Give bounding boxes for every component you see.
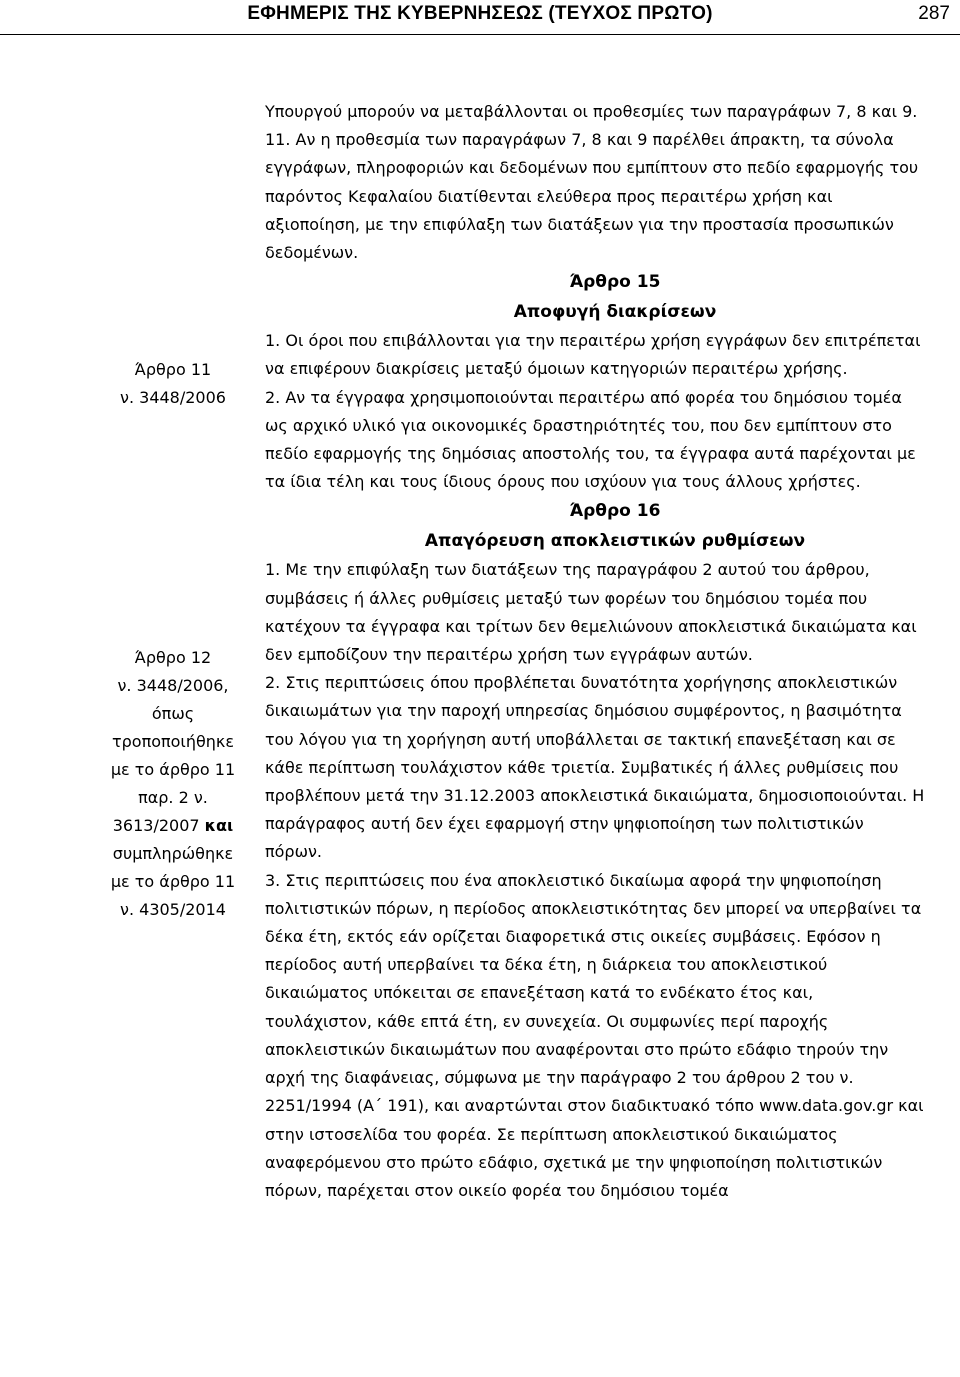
article-16-subtitle: Απαγόρευση αποκλειστικών ρυθμίσεων <box>424 531 806 552</box>
article-15-subtitle: Αποφυγή διακρίσεων <box>513 302 717 323</box>
sidenote-line: τροποποιήθηκε <box>112 732 234 751</box>
article-16-title: Άρθρο 16 <box>569 501 661 522</box>
sidenote-line: με το άρθρο 11 <box>110 872 236 891</box>
sidenote-conjunction: και <box>204 816 234 835</box>
sidenote-line: όπως <box>151 704 195 723</box>
sidenote-line: συμπληρώθηκε <box>112 844 234 863</box>
paragraph-11: 11. Αν η προθεσμία των παραγράφων 7, 8 και 9 παρέλθει άπρακτη, τα σύνολα εγγράφων, πληροφοριών και δεδομένων που εμπίπτουν στο πεδίο εφαρμογής του παρόντος Κεφαλαίου διατίθενται ελεύθερα προς περαιτέρω χρήση και αξιοποίηση, με την επιφύλαξη των διατάξεων για την προστασία προσωπικών δεδομένων. <box>265 130 919 263</box>
page-header <box>0 0 960 35</box>
sidenote-line: ν. 4305/2014 <box>120 900 226 919</box>
article-15-title: Άρθρο 15 <box>569 272 661 293</box>
gazette-title: ΕΦΗΜΕΡΙΣ ΤΗΣ ΚΥΒΕΡΝΗΣΕΩΣ (ΤΕΥΧΟΣ ΠΡΩΤΟ) <box>247 3 713 24</box>
paragraph-intro: Υπουργού μπορούν να μεταβάλλονται οι προθεσμίες των παραγράφων 7, 8 και 9. <box>265 102 918 121</box>
sidenote-article-15 <box>97 356 249 412</box>
article-15-paragraph-2: 2. Αν τα έγγραφα χρησιμοποιούνται περαιτέρω από φορέα του δημόσιου τομέα ως αρχικό υλικό για οικονομικές δραστηριότητές του, που δεν εμπίπτουν στο πεδίο εφαρμογής της δημόσιας αποστολής του, τα έγγραφα αυτά παρέχονται με τα ίδια τέλη και τους ίδιους όρους που ισχύουν για τους άλλους χρήστες. <box>265 387 916 492</box>
article-16-paragraph-2: 2. Στις περιπτώσεις όπου προβλέπεται δυνατότητα χορήγησης αποκλειστικών δικαιωμάτων για την παροχή υπηρεσίας δημόσιου συμφέροντος, η βασιμότητα του λόγου για τη χορήγηση αυτή υποβάλλεται σε τακτική επανεξέταση και σε κάθε περίπτωση τουλάχιστον κάθε τριετία. Συμβατικές ή άλλες ρυθμίσεις που προβλέπουν μετά την 31.12.2003 αποκλειστικά δικαιώματα, δημοσιοποιούνται. Η παράγραφος αυτή δεν έχει εφαρμογή στην ψηφιοποίηση των πολιτιστικών πόρων. <box>265 673 925 862</box>
article-16-paragraph-3: 3. Στις περιπτώσεις που ένα αποκλειστικό δικαίωμα αφορά την ψηφιοποίηση πολιτιστικών πόρων, η περίοδος αποκλειστικότητας δεν μπορεί να υπερβαίνει τα δέκα έτη, εκτός εάν ορίζεται διαφορετικά στις οικείες συμβάσεις. Εφόσον η περίοδος αυτή υπερβαίνει τα δέκα έτη, η διάρκεια του αποκλειστικού δικαιώματος υπόκειται σε επανεξέταση κατά το ενδέκατο έτος και, τουλάχιστον, κάθε επτά έτη, εν συνεχεία. Οι συμφωνίες περί παροχής αποκλειστικών δικαιωμάτων που αναφέρονται στο πρώτο εδάφιο τηρούν την αρχή της διαφάνειας, σύμφωνα με την παράγραφο 2 του άρθρου 2 του ν. 2251/1994 (Α΄ 191), και αναρτώνται στον διαδικτυακό τόπο www.data.gov.gr και στην ιστοσελίδα του φορέα. Σε περίπτωση αποκλειστικού δικαιώματος αναφερόμενου στο πρώτο εδάφιο, σχετικά με την ψηφιοποίηση πολιτιστικών πόρων, παρέχεται στον οικείο φορέα του δημόσιου τομέα <box>265 870 924 1200</box>
page-number: 287 <box>918 3 950 24</box>
article-16-paragraph-1: 1. Με την επιφύλαξη των διατάξεων της παραγράφου 2 αυτού του άρθρου, συμβάσεις ή άλλες ρυθμίσεις μεταξύ των φορέων του δημόσιου τομέα που κατέχουν τα έγγραφα και τρίτων δεν θεμελιώνουν αποκλειστικά δικαιώματα και δεν εμποδίζουν την περαιτέρω χρήση των εγγράφων αυτών. <box>265 560 917 665</box>
sidenote-line <box>97 812 249 840</box>
sidenote-text: 3613/2007 <box>112 816 205 835</box>
sidenote-line: ν. 3448/2006, <box>117 676 229 695</box>
sidenote-line: Άρθρο 12 <box>134 648 212 667</box>
sidenote-line: ν. 3448/2006 <box>120 388 226 407</box>
sidenote-line: Άρθρο 11 <box>134 360 212 379</box>
article-15-paragraph-1: 1. Οι όροι που επιβάλλονται για την περαιτέρω χρήση εγγράφων δεν επιτρέπεται να επιφέρουν διακρίσεις μεταξύ όμοιων κατηγοριών περαιτέρω χρήσης. <box>265 331 921 379</box>
sidenote-line: με το άρθρο 11 <box>110 760 236 779</box>
sidenote-article-16 <box>97 644 249 924</box>
main-text-column <box>265 98 925 1205</box>
sidenote-line: παρ. 2 ν. <box>138 788 208 807</box>
